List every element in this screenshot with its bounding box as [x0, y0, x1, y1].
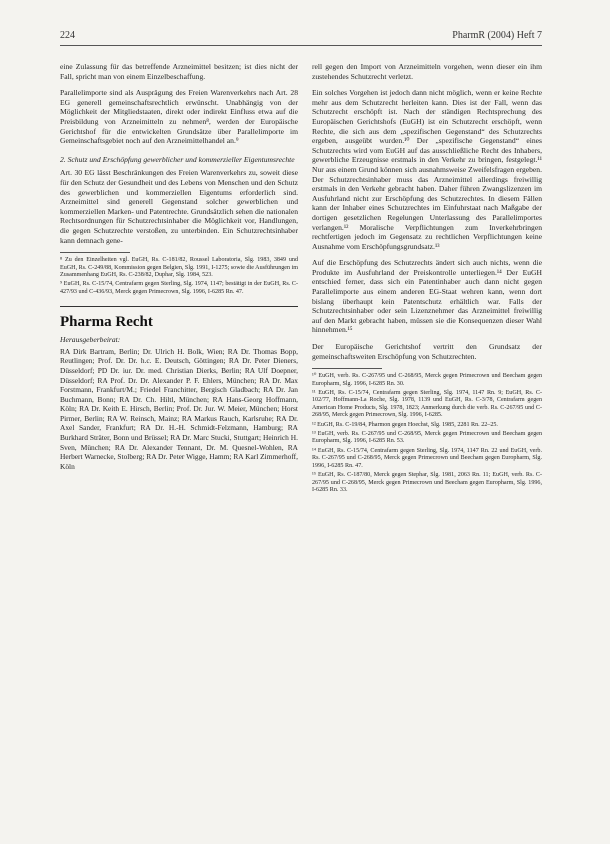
- footnote-rule: [312, 368, 382, 369]
- footnote: ¹⁴ EuGH, Rs. C-15/74, Centrafarm gegen Sterling, Slg. 1974, 1147 Rn. 22 und EuGH, verb. Rs. C-267/95 und C-268/95, Merck gegen Primecrown und Beecham gegen Europharm, Slg. 1996, I-6285 Rn. 47.: [312, 447, 542, 469]
- footnote: ⁹ EuGH, Rs. C-15/74, Centrafarm gegen Sterling, Slg. 1974, 1147; bestätigt in der EuGH, Rs. C-427/93 und C-436/93, Merck gegen Primecrown, Slg. 1996, I-6285 Rn. 47.: [60, 281, 298, 295]
- paragraph: Der Europäische Gerichtshof vertritt den Grundsatz der gemeinschaftsweiten Erschöpfung von Schutzrechten.: [312, 342, 542, 361]
- footnotes: [60, 257, 298, 296]
- board-subtitle: Herausgeberbeirat:: [60, 335, 121, 345]
- footnote: ¹¹ EuGH, Rs. C-15/74, Centrafarm gegen Sterling, Slg. 1974, 1147 Rn. 9; EuGH, Rs. C-102/77, Hoffmann-La Roche, Slg. 1978, 1139 und EuGH, Rs. C-3/78, Centrafarm gegen American Home Products, Slg. 1978, 1823; Anmerkung durch die verb. Rs. C-267/95 und C-268/95, Merck gegen Primecrown, Slg. 1996, I-6285.: [312, 390, 542, 419]
- page-number: 224: [60, 30, 75, 41]
- journal-title: Pharma Recht: [60, 314, 153, 331]
- footnote: ⁸ Zu den Einzelheiten vgl. EuGH, Rs. C-181/82, Roussel Laboratoria, Slg. 1983, 3849 und EuGH, Rs. C-249/88, Kommission gegen Belgien, Slg. 1991, I-1275; sowie die Ausführungen im Zusammenhang EuGH, Rs. C-238/82, Duphar, Slg. 1984, 523.: [60, 257, 298, 278]
- paragraph: Parallelimporte sind als Ausprägung des Freien Warenverkehrs nach Art. 28 EG generell gemeinschaftsrechtlich erwünscht. Unabhängig von der Möglichkeit der Mitgliedstaaten, direkt oder indirekt Einfluss etwa auf die Preisbildung von Arzneimitteln zu nehmen⁸, werden der Europäische Gerichtshof für die entwickelten Grundsätze über Parallelimporte im Gemeinschaftsgebiet noch auf den Arzneimittelhandel an.⁹: [60, 88, 298, 146]
- paragraph: Art. 30 EG lässt Beschränkungen des Freien Warenverkehrs zu, soweit diese für den Schutz der Gesundheit und des Lebens von Menschen und den Schutz des gewerblichen und kommerziellen Eigentums erforderlich sind. Arzneimittel sind generell Gegenstand solcher gewerblichen und kommerziellen Marken- und Patentrechte. Grundsätzlich sehen die nationalen Rechtsordnungen für Schutzrechtsinhaber die Möglichkeit vor, Handlungen, die gegen Schutzrechte verstoßen, zu unterbinden. Ein Schutzrechtsinhaber kann demnach gene-: [60, 168, 298, 245]
- board-members: RA Dirk Bartram, Berlin; Dr. Ulrich H. Bolk, Wien; RA Dr. Thomas Bopp, Reutlingen; Prof. Dr. Dr. h.c. E. Deutsch, Göttingen; RA Dr. Peter Dieners, Düsseldorf; PD Dr. iur. Dr. med. Christian Dierks, Berlin; RA Ulf Doepner, Düsseldorf; RA Prof. Dr. Dr. Alexander P. F. Ehlers, München; RA Dr. Max Forstmann, Frankfurt/M.; Friedel Franchitter, Bergisch Gladbach; RA Dr. Jan Buchmann, Bonn; RA Dr. Ch. Hiltl, München; RA Hans-Georg Hoffmann, Köln; RA Dr. Keith E. Hirsch, Berlin; Prof. Dr. Jur. W. Meier, München; Horst Pirmer, Berlin; RA W. Reinsch, Mainz; RA Markus Rauch, Karlsruhe; RA Dr. Axel Sander, Frankfurt; RA Dr. H.-H. Schmidt-Felzmann, Hamburg; RA Burkhard Sträter, Bonn und Brüssel; RA Dr. Marc Stucki, Stuttgart; Heinrich H. Sven, München; RA Dr. Alexander Tennant, Dr. M. Quesnel-Wohlen, RA Herbert Warnecke, Stolberg; RA Dr. Peter Wigge, Hamm; RA Karl Zimmerhoff, Köln: [60, 346, 298, 471]
- header-rule: [60, 45, 542, 46]
- paragraph: rell gegen den Import von Arzneimitteln vorgehen, wenn dieser ein ihm zustehendes Schutzrecht verletzt.: [312, 62, 542, 81]
- journal-reference: PharmR (2004) Heft 7: [452, 30, 542, 41]
- running-header: [60, 30, 542, 44]
- right-column: [312, 62, 542, 496]
- footnote-rule: [60, 252, 130, 253]
- paragraph: eine Zulassung für das betreffende Arzneimittel besitzen; ist dies nicht der Fall, spricht man von einem Einzelbeschaffung.: [60, 62, 298, 81]
- paragraph: Auf die Erschöpfung des Schutzrechts ändert sich auch nichts, wenn die Produkte im Ausfuhrland der Preiskontrolle unterliegen.¹⁴ Der EuGH entschied ferner, dass sich ein Patentinhaber auch dann nicht gegen Parallelimporte aus einem anderen EG-Staat wehren kann, wenn dort bislang überhaupt kein Patentschutz erhältlich war. Falls der Schutzrechtsinhaber oder sein Lizenznehmer das Arzneimittel freiwillig auf den Markt gebracht haben, müssen sie die Konsequenzen dieser Wahl hinnehmen.¹⁵: [312, 258, 542, 335]
- footnote: ¹⁰ EuGH, verb. Rs. C-267/95 und C-268/95, Merck gegen Primecrown und Beecham gegen Europharm, Slg. 1996, I-6285 Rn. 30.: [312, 373, 542, 387]
- footnote: ¹² EuGH, Rs. C-19/84, Pharmon gegen Hoechst, Slg. 1985, 2281 Rn. 22–25.: [312, 421, 498, 428]
- footnote: ¹⁵ EuGH, Rs. C-187/80, Merck gegen Stephar, Slg. 1981, 2063 Rn. 11; EuGH, verb. Rs. C-267/95 und C-268/95, Merck gegen Primecrown und Beecham gegen Europharm, Slg. 1996, I-6285 Rn. 33.: [312, 472, 542, 493]
- paragraph: Ein solches Vorgehen ist jedoch dann nicht möglich, wenn er keine Rechte mehr aus dem Schutzrecht herleiten kann. Dies ist der Fall, wenn das Schutzrecht erschöpft ist. Nach der ständigen Rechtsprechung des Europäischen Gerichtshofs (EuGH) ist ein Schutzrecht erschöpft, wenn Rechte, die sich aus dem „spezifischen Gegenstand“ des Schutzrechts ergeben, ausgeübt wurden.¹⁰ Der „spezifische Gegenstand“ eines Schutzrechts wird vom EuGH auf das ausschließliche Recht des Inhabers, gewerbliche Erzeugnisse erstmals in den Verkehr zu bringen, festgelegt.¹¹ Nur aus einem Grund können sich ausnahmsweise Zweifelsfragen ergeben. Der Schutzrechtsinhaber muss das Arzneimittel allerdings freiwillig erstmals in den Verkehr gebracht haben. Daher führen Zwangslizenzen im Ausfuhrland nicht zur Erschöpfung des Schutzrechtes. In diesem Fällen kann der Inhaber eines Schutzrechtes im Einfuhrstaat nach Maßgabe der dortigen gesetzlichen Regelungen Unterlassung des Parallelimportes verlangen.¹² Moralische Verpflichtungen zum Inverkehrbringen rechtfertigen jedoch im Gegensatz zu rechtlichen Verpflichtungen keine Ausnahme vom Erschöpfungsgrundsatz.¹³: [312, 88, 542, 251]
- left-column: [60, 62, 298, 471]
- section-heading: 2. Schutz und Erschöpfung gewerblicher und kommerzieller Eigentumsrechte: [60, 154, 295, 164]
- footnotes: [312, 373, 542, 494]
- footnote: ¹³ EuGH, verb. Rs. C-267/95 und C-268/95, Merck gegen Primecrown und Beecham gegen Europharm, Slg. 1996, I-6285 Rn. 53.: [312, 431, 542, 445]
- editorial-board-box: [60, 306, 298, 471]
